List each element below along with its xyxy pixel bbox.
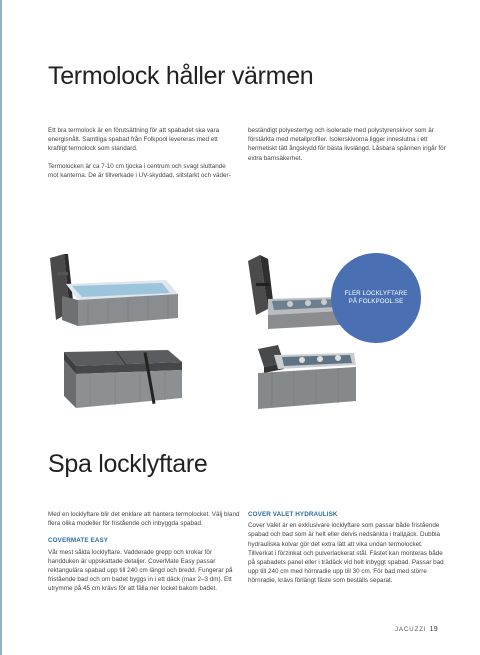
subhead-cover-valet: COVER VALET HYDRAULISK bbox=[248, 511, 338, 518]
paragraph: Cover Valet är en exklusivare locklyftare som passar både fristående spabad och bad som är helt eller delvis nedsänkta i trallдäck. Dubbla hydrauliska kolvar gör det extra lätt att vika undan termolocket. Tillverkat i förzinkat och pulverlackerat stål. Fästet kan monteras både på spabadets panel eller i trädäck vid helt inbyggt spabad. Passar bad upp till 240 cm med hörnradie upp till 30 cm. För bad med större hörnradie, krävs förlängt fäste som beställs separat. bbox=[248, 522, 444, 585]
text-column-left-2 bbox=[48, 510, 240, 602]
paragraph: Termolocken är ca 7-10 cm tjocka i centrum och svagt sluttande mot kanterna. De är tillverkade i UV-skyddad, slitstarkt och väder- bbox=[48, 162, 231, 179]
spa-cover-valet-image bbox=[246, 253, 342, 329]
spa-cover-folded-image bbox=[254, 343, 358, 413]
subhead-covermate-easy: COVERMATE EASY bbox=[48, 537, 109, 545]
page-edge-line bbox=[0, 0, 2, 655]
paragraph: Vår mest sålda locklyftare. Vadderade grepp och krokar för handduken är uppskattade detaljer. CoverMate Easy passar rektangulära spabad upp till 240 cm längd och bredd. Fungerar på fristående bad och om badet byggs in i ett däck (max 2–3 dm). Ett utrymme på 45 cm krävs för att fälla ner locket bakom badet. bbox=[48, 548, 233, 593]
text-column-left-1 bbox=[48, 126, 238, 188]
page-number: 19 bbox=[429, 626, 438, 633]
spa-cover-closed-image bbox=[60, 348, 186, 412]
paragraph: Med en locklyftare blir det enklare att hantera termolocket. Välj bland flera olika modeller för fristående och inbyggda spabad. bbox=[48, 511, 240, 528]
text-column-right-1 bbox=[248, 126, 446, 171]
text-column-right-2 bbox=[248, 510, 446, 594]
more-lifters-link-circle[interactable] bbox=[331, 253, 421, 343]
page-footer bbox=[395, 626, 438, 633]
circle-link-text: FLER LOCKLYFTARE PÅ FOLKPOOL.SE bbox=[344, 289, 408, 305]
section-title-termolock: Termolock håller värmen bbox=[48, 62, 314, 90]
footer-brand: JACUZZI bbox=[394, 627, 427, 633]
paragraph: beständigt polyestertyg och isolerade med polystyrenskivor som är förstärkta med metallprofiler. Isolerskivorna ligger inneslutna i ett hermetiskt tätt ångskydd för bästa livslängd. Låsbara spännen ingår för extra barnsäkerhet. bbox=[248, 127, 446, 162]
paragraph: Ett bra termolock är en förutsättning för att spabadet ska vara energisnålt. Samtliga spabad från Folkpool levereras med ett kraftigt termolock som standard. bbox=[48, 127, 220, 153]
spa-cover-lifted-image bbox=[48, 252, 180, 330]
section-title-locklyftare: Spa locklyftare bbox=[48, 450, 208, 478]
